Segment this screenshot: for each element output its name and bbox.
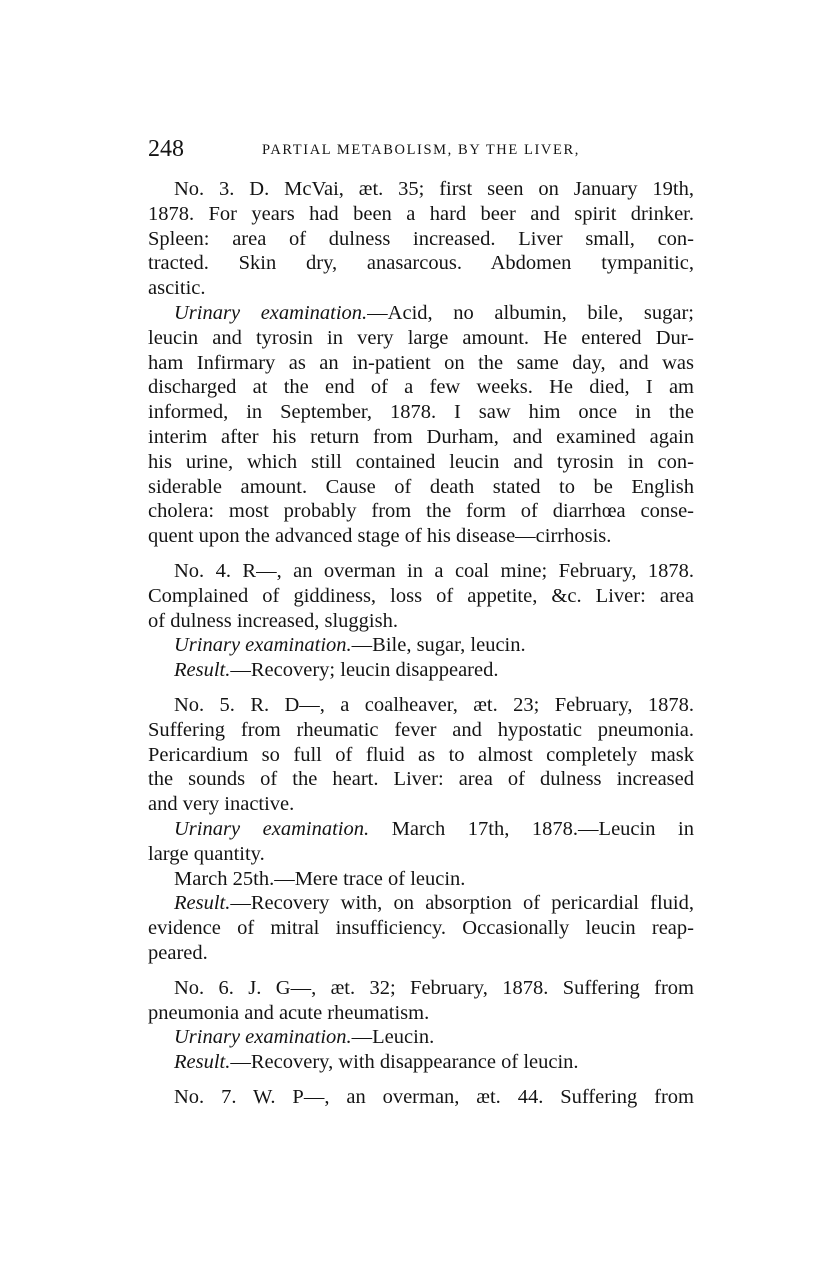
- text-run: pneumonia and acute rheumatism.: [148, 1001, 430, 1024]
- text-run: ham Infirmary as an in-patient on the same day, and was: [148, 351, 694, 374]
- text-run: March 17th, 1878.—Leucin in: [369, 817, 694, 840]
- text-line: [148, 301, 694, 326]
- text-line: [148, 743, 694, 768]
- text-line: [148, 351, 694, 376]
- text-run: —Recovery, with disappearance of leucin.: [230, 1051, 579, 1074]
- text-line: [148, 559, 694, 584]
- text-run: Suffering from rheumatic fever and hypostatic pneumonia.: [148, 718, 694, 741]
- text-line: [148, 609, 694, 634]
- text-run: peared.: [148, 941, 208, 964]
- text-line: [148, 177, 694, 202]
- text-run: evidence of mitral insufficiency. Occasionally leucin reap-: [148, 917, 694, 940]
- text-run: informed, in September, 1878. I saw him once in the: [148, 401, 694, 424]
- text-line: [148, 227, 694, 252]
- text-line: [148, 425, 694, 450]
- italic-heading: Urinary examination.: [174, 817, 370, 840]
- text-run: quent upon the advanced stage of his disease—cirrhosis.: [148, 525, 612, 548]
- text-run: large quantity.: [148, 842, 265, 865]
- text-line: [148, 475, 694, 500]
- text-run: of dulness increased, sluggish.: [148, 609, 398, 632]
- text-line: [148, 1001, 694, 1026]
- body-text: [148, 177, 694, 1120]
- text-line: [148, 767, 694, 792]
- text-line: [148, 202, 694, 227]
- italic-heading: Urinary examination.: [174, 1026, 352, 1049]
- text-run: 1878. For years had been a hard beer and spirit drinker.: [148, 202, 694, 225]
- text-line: [148, 693, 694, 718]
- text-run: Complained of giddiness, loss of appetite, &c. Liver: area: [148, 584, 694, 607]
- text-run: —Bile, sugar, leucin.: [351, 634, 526, 657]
- text-line: [148, 817, 694, 842]
- text-run: siderable amount. Cause of death stated to be English: [148, 475, 694, 498]
- text-run: cholera: most probably from the form of diarrhœa conse-: [148, 500, 694, 523]
- page-number: 248: [148, 136, 184, 162]
- case-entry: [148, 693, 694, 966]
- text-line: [148, 400, 694, 425]
- text-run: the sounds of the heart. Liver: area of dulness increased: [148, 768, 694, 791]
- case-entry: [148, 177, 694, 549]
- italic-heading: Urinary examination.: [174, 634, 352, 657]
- text-run: interim after his return from Durham, and examined again: [148, 425, 694, 448]
- italic-heading: Result.: [174, 659, 231, 682]
- case-entry: [148, 976, 694, 1075]
- running-head: [148, 134, 698, 164]
- text-run: No. 7. W. P—, an overman, æt. 44. Suffering from: [174, 1085, 694, 1108]
- text-line: [148, 842, 694, 867]
- text-line: [148, 499, 694, 524]
- text-line: [148, 375, 694, 400]
- text-run: No. 3. D. McVai, æt. 35; first seen on January 19th,: [174, 178, 694, 200]
- text-line: [148, 1025, 694, 1050]
- text-line: [148, 867, 694, 892]
- text-run: —Recovery; leucin disappeared.: [230, 659, 499, 682]
- text-run: leucin and tyrosin in very large amount. He entered Dur-: [148, 326, 694, 349]
- text-run: —Leucin.: [351, 1026, 435, 1049]
- text-line: [148, 1050, 694, 1075]
- text-run: discharged at the end of a few weeks. He died, I am: [148, 376, 694, 399]
- text-run: tracted. Skin dry, anasarcous. Abdomen tympanitic,: [148, 252, 694, 275]
- text-run: and very inactive.: [148, 793, 295, 816]
- italic-heading: Result.: [174, 1051, 231, 1074]
- text-line: [148, 450, 694, 475]
- text-line: [148, 941, 694, 966]
- text-line: [148, 891, 694, 916]
- text-line: [148, 718, 694, 743]
- text-run: Spleen: area of dulness increased. Liver small, con-: [148, 227, 694, 250]
- text-line: [148, 916, 694, 941]
- text-line: [148, 1085, 694, 1110]
- text-run: —Recovery with, on absorption of pericardial fluid,: [230, 892, 694, 915]
- text-line: [148, 633, 694, 658]
- case-entry: [148, 559, 694, 683]
- text-line: [148, 658, 694, 683]
- text-run: —Acid, no albumin, bile, sugar;: [367, 301, 694, 324]
- text-run: ascitic.: [148, 277, 206, 300]
- text-run: March 25th.—Mere trace of leucin.: [174, 867, 466, 890]
- text-line: [148, 326, 694, 351]
- text-line: [148, 976, 694, 1001]
- italic-heading: Urinary examination.: [174, 301, 368, 324]
- text-line: [148, 276, 694, 301]
- text-run: No. 6. J. G—, æt. 32; February, 1878. Suffering from: [174, 976, 694, 999]
- text-line: [148, 792, 694, 817]
- text-run: No. 4. R—, an overman in a coal mine; February, 1878.: [174, 559, 694, 582]
- text-run: Pericardium so full of fluid as to almost completely mask: [148, 743, 694, 766]
- italic-heading: Result.: [174, 892, 231, 915]
- text-line: [148, 584, 694, 609]
- text-line: [148, 251, 694, 276]
- text-line: [148, 524, 694, 549]
- case-entry: [148, 1085, 694, 1110]
- text-run: his urine, which still contained leucin and tyrosin in con-: [148, 450, 694, 473]
- running-title: PARTIAL METABOLISM, BY THE LIVER,: [262, 142, 580, 158]
- text-run: No. 5. R. D—, a coalheaver, æt. 23; February, 1878.: [174, 693, 694, 716]
